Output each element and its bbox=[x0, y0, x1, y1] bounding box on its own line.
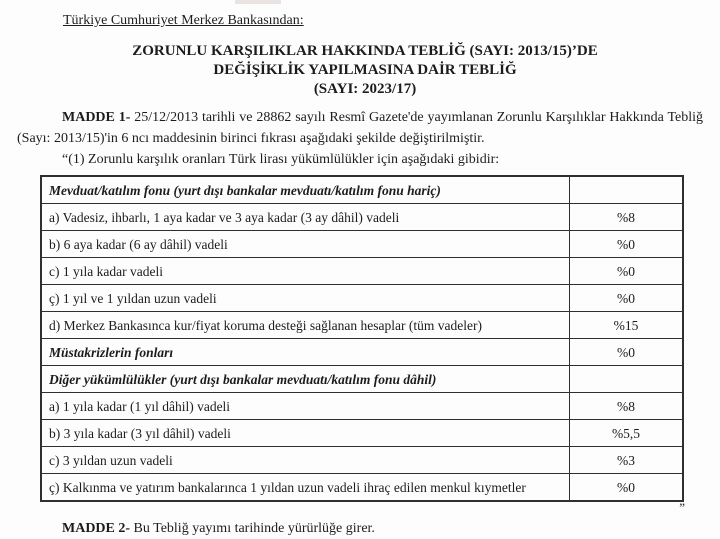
article-2-body: Bu Tebliğ yayımı tarihinde yürürlüğe girer. bbox=[133, 521, 375, 536]
table-row bbox=[41, 285, 683, 312]
title-line-1: ZORUNLU KARŞILIKLAR HAKKINDA TEBLİĞ (SAYI: 2013/15)’DE bbox=[132, 43, 598, 59]
article-2-label: MADDE 2- bbox=[62, 521, 131, 536]
ratio-value-cell: %8 bbox=[570, 204, 684, 231]
ratio-value-cell bbox=[570, 176, 684, 204]
article-1-paragraph bbox=[17, 107, 703, 149]
ratio-value-cell bbox=[570, 366, 684, 393]
table-row bbox=[41, 474, 683, 502]
article-2-paragraph bbox=[17, 518, 703, 539]
liability-label-cell: c) 1 yıla kadar vadeli bbox=[41, 258, 570, 285]
document-title bbox=[17, 42, 703, 99]
table-row bbox=[41, 420, 683, 447]
liability-label-cell: b) 6 aya kadar (6 ay dâhil) vadeli bbox=[41, 231, 570, 258]
table-row bbox=[41, 366, 683, 393]
table-row bbox=[41, 176, 683, 204]
scan-artifact bbox=[235, 0, 281, 4]
title-line-2: DEĞİŞİKLİK YAPILMASINA DAİR TEBLİĞ bbox=[213, 62, 517, 78]
ratio-value-cell: %15 bbox=[570, 312, 684, 339]
liability-label-cell: a) Vadesiz, ihbarlı, 1 aya kadar ve 3 aya kadar (3 ay dâhil) vadeli bbox=[41, 204, 570, 231]
liability-label-cell: d) Merkez Bankasınca kur/fiyat koruma desteği sağlanan hesaplar (tüm vadeler) bbox=[41, 312, 570, 339]
liability-label-cell: a) 1 yıla kadar (1 yıl dâhil) vadeli bbox=[41, 393, 570, 420]
article-1-body: 25/12/2013 tarihli ve 28862 sayılı Resmî Gazete'de yayımlanan Zorunlu Karşılıklar Hakkında Tebliğ (Sayı: 2013/15)'in 6 ncı maddesinin birinci fıkrası aşağıdaki şekilde değiştirilmiştir. bbox=[17, 110, 704, 146]
liability-label-cell: b) 3 yıla kadar (3 yıl dâhil) vadeli bbox=[41, 420, 570, 447]
ratio-value-cell: %0 bbox=[570, 258, 684, 285]
closing-quote-mark: ” bbox=[679, 500, 685, 515]
table-row bbox=[41, 204, 683, 231]
table-row bbox=[41, 231, 683, 258]
article-1-clause: “(1) Zorunlu karşılık oranları Türk lirası yükümlülükler için aşağıdaki gibidir: bbox=[62, 152, 500, 167]
ratio-value-cell: %0 bbox=[570, 474, 684, 502]
liability-label-cell: Mevduat/katılım fonu (yurt dışı bankalar mevduatı/katılım fonu hariç) bbox=[41, 176, 570, 204]
ratio-value-cell: %0 bbox=[570, 339, 684, 366]
ratio-value-cell: %8 bbox=[570, 393, 684, 420]
liability-label-cell: Diğer yükümlülükler (yurt dışı bankalar mevduatı/katılım fonu dâhil) bbox=[41, 366, 570, 393]
reserve-ratio-table-body bbox=[41, 176, 683, 501]
ratio-value-cell: %0 bbox=[570, 285, 684, 312]
liability-label-cell: Müstakrizlerin fonları bbox=[41, 339, 570, 366]
table-row bbox=[41, 393, 683, 420]
table-row bbox=[41, 258, 683, 285]
title-line-3: (SAYI: 2023/17) bbox=[313, 81, 417, 97]
ratio-value-cell: %5,5 bbox=[570, 420, 684, 447]
table-row bbox=[41, 339, 683, 366]
article-1-label: MADDE 1- bbox=[62, 110, 131, 125]
ratio-value-cell: %3 bbox=[570, 447, 684, 474]
liability-label-cell: ç) 1 yıl ve 1 yıldan uzun vadeli bbox=[41, 285, 570, 312]
table-row bbox=[41, 447, 683, 474]
table-row bbox=[41, 312, 683, 339]
ratio-value-cell: %0 bbox=[570, 231, 684, 258]
liability-label-cell: c) 3 yıldan uzun vadeli bbox=[41, 447, 570, 474]
liability-label-cell: ç) Kalkınma ve yatırım bankalarınca 1 yıldan uzun vadeli ihraç edilen menkul kıymetler bbox=[41, 474, 570, 502]
issuer-line: Türkiye Cumhuriyet Merkez Bankasından: bbox=[63, 13, 304, 28]
reserve-ratio-table bbox=[40, 175, 684, 502]
